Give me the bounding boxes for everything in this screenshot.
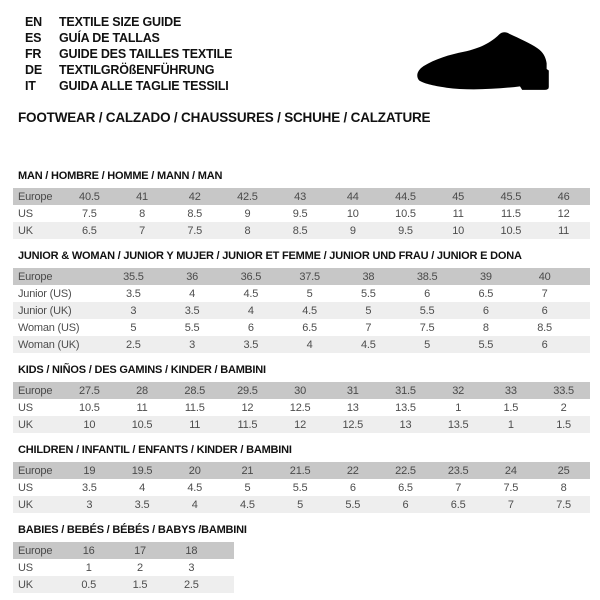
size-section-man [13,170,600,239]
size-cell: 13 [399,418,412,431]
size-cell: 45.5 [500,190,522,203]
size-cell: 11.5 [184,401,205,414]
size-cell: 11 [558,224,570,237]
row-label: Europe [18,190,53,203]
row-label: US [18,561,33,574]
size-cell: 4 [247,304,254,317]
size-cell: 6 [482,304,489,317]
row-label: UK [18,498,33,511]
size-cell: 19 [83,464,96,477]
size-cell: 13.5 [395,401,416,414]
size-cell: 28.5 [184,384,206,397]
size-cell: 13.5 [447,418,469,431]
page-header [0,0,600,125]
row-label: UK [18,224,33,237]
size-cell: 38 [362,270,375,283]
size-cell: 28 [136,384,148,397]
size-cell: 7 [139,224,145,237]
size-cell: 6 [541,304,548,317]
size-cell: 4.5 [243,287,259,300]
size-table-kids [13,382,590,433]
size-cell: 6.5 [302,321,317,334]
size-cell: 6.5 [398,481,413,494]
row-label: UK [18,418,33,431]
size-cell: 45 [452,190,465,203]
size-cell: 44 [346,190,359,203]
size-cell: 38.5 [416,270,438,283]
table-row [13,222,590,239]
size-cell: 10.5 [395,207,416,220]
size-cell: 40.5 [79,190,100,203]
size-cell: 8.5 [292,224,308,237]
size-cell: 36.5 [240,270,262,283]
table-row [13,462,590,479]
size-cell: 19.5 [131,464,153,477]
size-cell: 8 [482,321,489,334]
size-section-kids [13,364,600,433]
size-cell: 42 [188,190,201,203]
size-cell: 7 [541,287,548,300]
size-cell: 41 [136,190,148,203]
size-cell: 12 [557,207,570,220]
size-cell: 6.5 [81,224,97,237]
size-cell: 7 [365,321,372,334]
size-cell: 1.5 [132,578,148,591]
size-cell: 11.5 [500,207,521,220]
size-cell: 3 [86,498,93,511]
table-row [13,382,590,399]
language-label: TEXTILGRÖßENFÜHRUNG [59,63,215,77]
size-cell: 29.5 [237,384,258,397]
size-cell: 31 [346,384,359,397]
language-label: GUIDE DES TAILLES TEXTILE [59,47,233,61]
category-title: FOOTWEAR / CALZADO / CHAUSSURES / SCHUHE / CALZATURE [18,110,431,125]
size-cell: 3 [130,304,137,317]
size-cell: 7.5 [556,498,571,511]
size-cell: 1 [85,561,92,574]
size-cell: 3.5 [81,481,97,494]
row-label: Woman (US) [18,321,80,334]
table-row [13,479,590,496]
size-cell: 8 [244,224,251,237]
size-cell: 10.5 [500,224,522,237]
size-cell: 3.5 [126,287,141,300]
size-cell: 6.5 [478,287,494,300]
filler-cell [217,542,234,559]
filler-cell [574,319,590,336]
size-cell: 24 [504,464,517,477]
language-code: DE [25,63,42,77]
table-row [13,188,590,205]
filler-cell [574,336,590,353]
size-cell: 11 [189,418,201,431]
size-cell: 9 [349,224,356,237]
size-cell: 39 [479,270,492,283]
row-label: US [18,481,33,494]
table-row [13,205,590,222]
size-cell: 3 [188,561,195,574]
section-title-children: CHILDREN / INFANTIL / ENFANTS / KINDER / BAMBINI [18,444,292,456]
size-cell: 3.5 [134,498,150,511]
size-cell: 9 [244,207,251,220]
language-label: GUIDA ALLE TAGLIE TESSILI [59,79,229,93]
language-code: IT [25,79,36,93]
size-cell: 8.5 [187,207,203,220]
row-label: US [18,401,33,414]
size-section-babies [13,524,600,593]
row-label: US [18,207,33,220]
section-title-babies: BABIES / BEBÉS / BÉBÉS / BABYS /BAMBINI [18,524,247,536]
size-cell: 7.5 [187,224,203,237]
filler-cell [217,559,234,576]
size-cell: 4.5 [187,481,203,494]
table-row [13,416,590,433]
size-cell: 10.5 [131,418,153,431]
size-cell: 5 [297,498,304,511]
table-row [13,319,590,336]
table-row [13,336,590,353]
size-cell: 7.5 [81,207,97,220]
size-cell: 4.5 [302,304,317,317]
size-cell: 43 [294,190,307,203]
size-table-babies [13,542,234,593]
table-row [13,576,234,593]
row-label: Europe [18,544,53,557]
size-cell: 12.5 [289,401,311,414]
row-label: Junior (US) [18,287,72,300]
size-table-junior-woman [13,268,590,353]
size-cell: 22 [346,464,359,477]
size-cell: 6 [247,321,254,334]
size-cell: 30 [294,384,307,397]
filler-cell [574,285,590,302]
size-cell: 44.5 [395,190,416,203]
size-cell: 16 [82,544,95,557]
size-cell: 8.5 [537,321,552,334]
size-cell: 5 [365,304,372,317]
size-cell: 10.5 [79,401,100,414]
size-cell: 1 [507,418,514,431]
row-label: Europe [18,464,53,477]
size-cell: 0.5 [81,578,97,591]
size-cell: 20 [188,464,201,477]
size-cell: 27.5 [79,384,100,397]
size-cell: 10 [452,224,465,237]
size-cell: 6 [541,338,548,351]
table-row [13,285,590,302]
filler-cell [217,576,234,593]
size-cell: 7 [455,481,462,494]
size-cell: 36 [186,270,199,283]
size-cell: 8 [139,207,145,220]
size-cell: 22.5 [395,464,416,477]
size-cell: 2.5 [183,578,199,591]
size-cell: 7.5 [419,321,435,334]
size-section-junior-woman [13,250,600,353]
size-cell: 5.5 [419,304,435,317]
size-cell: 5.5 [478,338,494,351]
size-cell: 5 [306,287,313,300]
row-label: Woman (UK) [18,338,80,351]
size-cell: 4 [139,481,145,494]
size-cell: 5 [130,321,137,334]
language-code: EN [25,15,42,29]
size-cell: 6.5 [450,498,466,511]
size-cell: 4 [306,338,313,351]
size-cell: 3 [189,338,196,351]
size-cell: 7 [507,498,514,511]
size-cell: 40 [538,270,551,283]
size-cell: 11.5 [237,418,258,431]
size-table-children [13,462,590,513]
section-title-kids: KIDS / NIÑOS / DES GAMINS / KINDER / BAMBINI [18,364,266,376]
size-cell: 17 [134,544,146,557]
size-cell: 2 [137,561,143,574]
size-cell: 6 [402,498,409,511]
table-row [13,399,590,416]
size-cell: 1 [455,401,462,414]
size-cell: 5.5 [361,287,376,300]
table-row [13,302,590,319]
size-cell: 12 [294,418,307,431]
row-label: Junior (UK) [18,304,72,317]
size-cell: 37.5 [299,270,320,283]
size-cell: 5 [424,338,431,351]
size-cell: 1.5 [556,418,571,431]
language-label: GUÍA DE TALLAS [59,31,160,45]
size-cell: 5.5 [292,481,308,494]
size-cell: 6 [349,481,356,494]
table-row [13,559,234,576]
size-cell: 25 [557,464,570,477]
size-cell: 4 [189,287,196,300]
language-code: ES [25,31,42,45]
size-cell: 4 [191,498,198,511]
size-cell: 9.5 [398,224,413,237]
size-cell: 3.5 [243,338,259,351]
size-cell: 21.5 [289,464,311,477]
size-cell: 8 [560,481,567,494]
size-cell: 10 [83,418,96,431]
size-cell: 10 [346,207,359,220]
size-cell: 9.5 [292,207,308,220]
size-cell: 2 [560,401,567,414]
size-cell: 5.5 [184,321,200,334]
size-cell: 18 [185,544,198,557]
size-cell: 21 [241,464,254,477]
filler-cell [574,268,590,285]
size-cell: 42.5 [237,190,258,203]
section-title-man: MAN / HOMBRE / HOMME / MANN / MAN [18,170,223,182]
size-cell: 11 [452,207,464,220]
size-cell: 35.5 [123,270,144,283]
row-label: Europe [18,270,53,283]
size-cell: 31.5 [395,384,416,397]
size-cell: 5.5 [345,498,361,511]
section-title-junior-woman: JUNIOR & WOMAN / JUNIOR Y MUJER / JUNIOR ET FEMME / JUNIOR UND FRAU / JUNIOR E DONA [18,250,522,262]
size-cell: 12.5 [342,418,364,431]
size-cell: 4.5 [361,338,376,351]
row-label: Europe [18,384,53,397]
size-cell: 7.5 [503,481,519,494]
table-row [13,496,590,513]
size-cell: 32 [452,384,465,397]
size-cell: 23.5 [447,464,469,477]
size-cell: 3.5 [184,304,200,317]
size-cell: 4.5 [240,498,255,511]
language-code: FR [25,47,42,61]
size-table-man [13,188,590,239]
shoe-icon [398,28,570,100]
size-cell: 6 [424,287,431,300]
row-label: UK [18,578,33,591]
size-cell: 2.5 [126,338,141,351]
table-row [13,268,590,285]
filler-cell [574,302,590,319]
size-cell: 33.5 [553,384,574,397]
size-cell: 1.5 [503,401,519,414]
size-cell: 12 [241,401,254,414]
size-section-children [13,444,600,513]
size-cell: 13 [346,401,359,414]
size-cell: 33 [504,384,517,397]
size-tables [13,170,600,593]
table-row [13,542,234,559]
size-cell: 5 [244,481,251,494]
language-label: TEXTILE SIZE GUIDE [59,15,182,29]
size-cell: 11 [136,401,148,414]
size-cell: 46 [557,190,570,203]
